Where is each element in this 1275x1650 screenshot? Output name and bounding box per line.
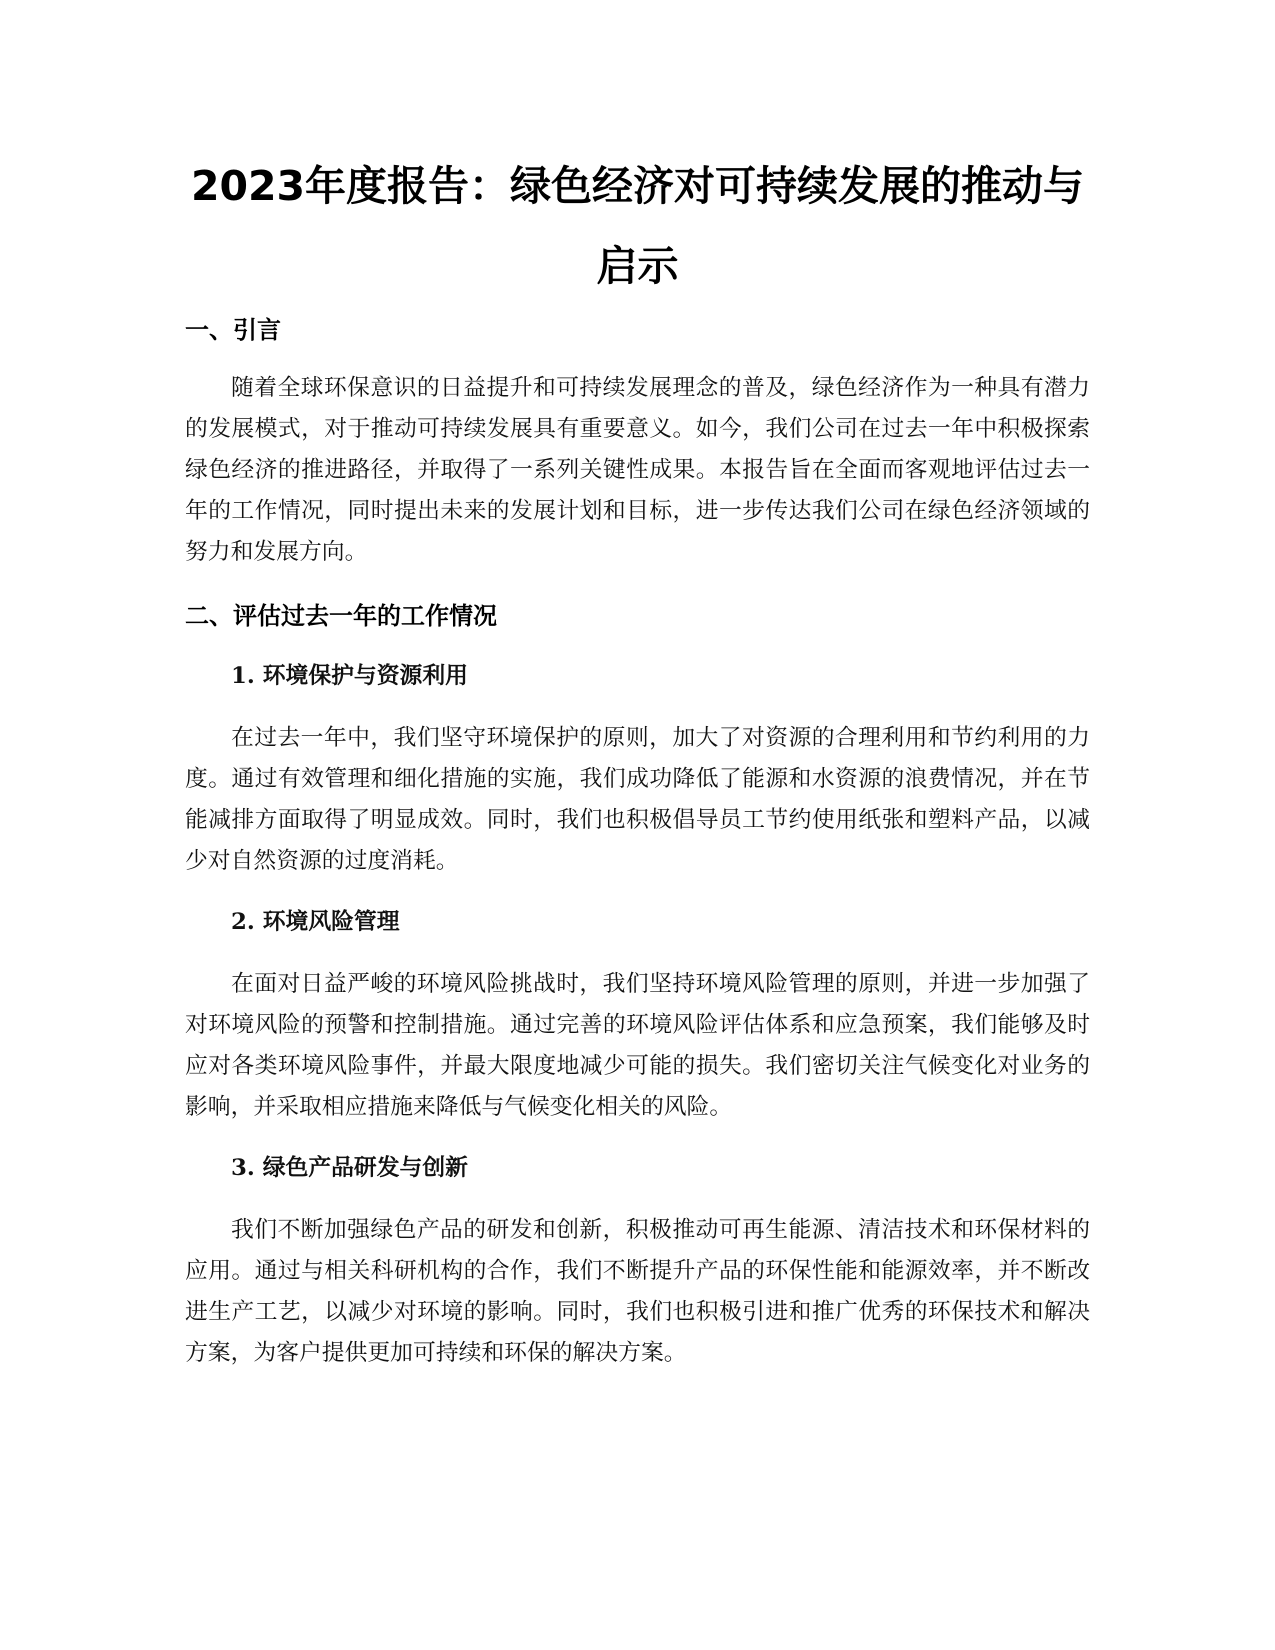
subheading-environment-resources: 1. 环境保护与资源利用	[231, 663, 468, 689]
environmental-risk-paragraph: 在面对日益严峻的环境风险挑战时，我们坚持环境风险管理的原则，并进一步加强了对环境风险的预警和控制措施。通过完善的环境风险评估体系和应急预案，我们能够及时应对各类环境风险事件，并最大限度地减少可能的损失。我们密切关注气候变化对业务的影响，并采取相应措施来降低与气候变化相关的风险。	[185, 971, 1090, 1120]
section-heading-introduction: 一、引言	[185, 316, 281, 344]
document-title: 2023年度报告：绿色经济对可持续发展的推动与启示	[190, 162, 1085, 290]
environment-resources-paragraph: 在过去一年中，我们坚守环境保护的原则，加大了对资源的合理利用和节约利用的力度。通过有效管理和细化措施的实施，我们成功降低了能源和水资源的浪费情况，并在节能减排方面取得了明显成效。同时，我们也积极倡导员工节约使用纸张和塑料产品，以减少对自然资源的过度消耗。	[185, 725, 1090, 874]
section-heading-past-year-review: 二、评估过去一年的工作情况	[185, 602, 497, 630]
introduction-paragraph: 随着全球环保意识的日益提升和可持续发展理念的普及，绿色经济作为一种具有潜力的发展模式，对于推动可持续发展具有重要意义。如今，我们公司在过去一年中积极探索绿色经济的推进路径，并取得了一系列关键性成果。本报告旨在全面而客观地评估过去一年的工作情况，同时提出未来的发展计划和目标，进一步传达我们公司在绿色经济领域的努力和发展方向。	[185, 375, 1090, 565]
subheading-environmental-risk: 2. 环境风险管理	[231, 909, 400, 935]
subheading-green-products: 3. 绿色产品研发与创新	[231, 1155, 468, 1181]
green-products-paragraph: 我们不断加强绿色产品的研发和创新，积极推动可再生能源、清洁技术和环保材料的应用。通过与相关科研机构的合作，我们不断提升产品的环保性能和能源效率，并不断改进生产工艺，以减少对环境的影响。同时，我们也积极引进和推广优秀的环保技术和解决方案，为客户提供更加可持续和环保的解决方案。	[185, 1217, 1090, 1366]
